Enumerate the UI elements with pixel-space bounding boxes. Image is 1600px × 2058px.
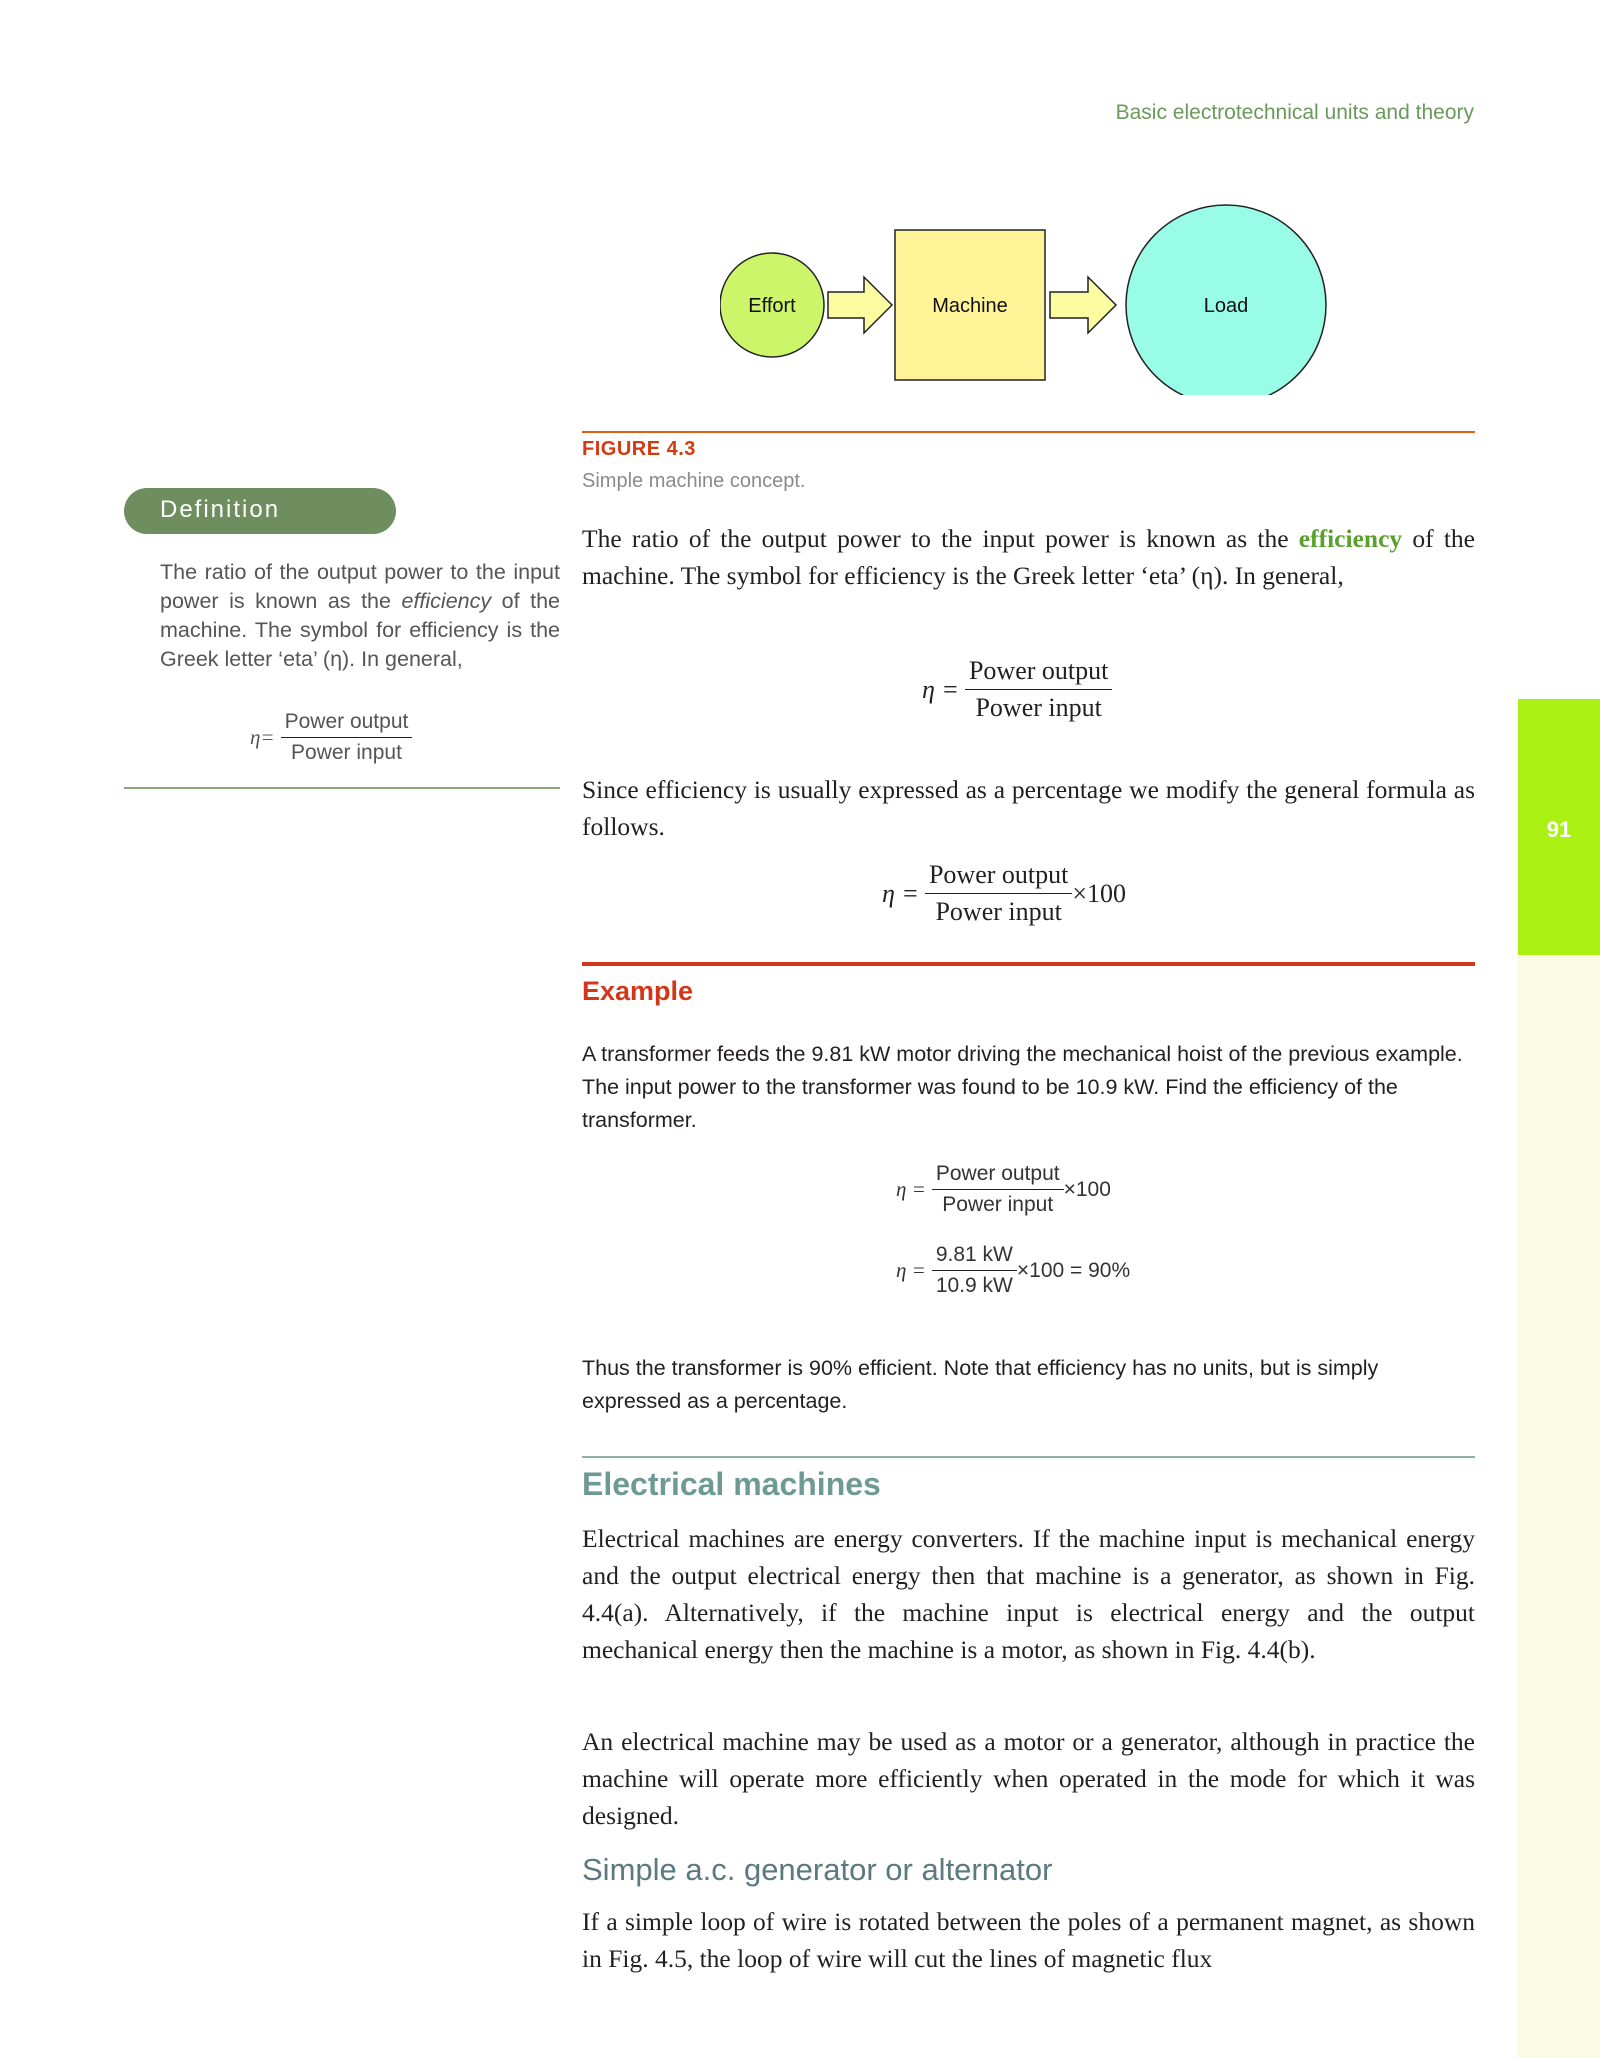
denominator: Power input <box>942 1193 1054 1216</box>
example-rule <box>582 962 1475 966</box>
denominator: Power input <box>975 693 1102 722</box>
arrow-machine-to-load <box>1050 277 1116 333</box>
load-label: Load <box>1203 295 1249 317</box>
efficiency-term: efficiency <box>1298 524 1403 553</box>
fraction <box>925 860 1072 927</box>
definition-formula <box>250 710 412 765</box>
figure-caption: Simple machine concept. <box>582 470 806 492</box>
machine-label: Machine <box>932 295 1008 317</box>
example-heading: Example <box>582 976 694 1006</box>
arrow-effort-to-machine <box>828 277 892 333</box>
example-text: A transformer feeds the 9.81 kW motor driving the mechanical hoist of the previous example. The input power to the transformer was found to be 10.9 kW. Find the efficiency of the transformer. <box>582 1042 1463 1132</box>
sidebar-rule <box>124 787 560 789</box>
example-conclusion: Thus the transformer is 90% efficient. Note that efficiency has no units, but is simply expressed as a percentage. <box>582 1356 1379 1413</box>
numerator: Power output <box>932 1162 1064 1190</box>
numerator: 9.81 kW <box>932 1243 1017 1271</box>
multiplier: ×100 <box>1072 878 1127 908</box>
denominator: Power input <box>935 897 1062 926</box>
eta-symbol: η = <box>896 1177 926 1201</box>
numerator: Power output <box>281 710 413 738</box>
percent-paragraph: Since efficiency is usually expressed as a percentage we modify the general formula as follows. <box>582 775 1475 841</box>
machines-paragraph-2: An electrical machine may be used as a motor or a generator, although in practice the machine will operate more efficiently when operated in the mode for which it was designed. <box>582 1727 1475 1830</box>
denominator: 10.9 kW <box>935 1274 1013 1297</box>
fraction <box>932 1243 1017 1298</box>
eta-symbol: η = <box>922 674 959 704</box>
subsection-heading: Simple a.c. generator or alternator <box>582 1852 1053 1887</box>
machines-paragraph-1: Electrical machines are energy converters. If the machine input is mechanical energy and the output electrical energy then that machine is a generator, as shown in Fig. 4.4(a). Alternatively, if the machine input is electrical energy and the output mechanical energy then the machine is a motor, as shown in Fig. 4.4(b). <box>582 1524 1475 1664</box>
result: ×100 = 90% <box>1016 1258 1131 1282</box>
fraction <box>932 1162 1064 1217</box>
multiplier: ×100 <box>1063 1177 1111 1201</box>
fraction <box>281 710 413 765</box>
generator-paragraph: If a simple loop of wire is rotated between the poles of a permanent magnet, as shown in Fig. 4.5, the loop of wire will cut the lines of magnetic flux <box>582 1907 1475 1973</box>
intro-paragraph <box>582 520 1475 594</box>
example-equation-2 <box>896 1243 1130 1298</box>
page-number: 91 <box>1546 817 1572 842</box>
effort-label: Effort <box>748 295 796 317</box>
definition-title: Definition <box>160 496 281 523</box>
numerator: Power output <box>925 860 1072 894</box>
intro-text: of the machine. The symbol for efficiency is the Greek letter ‘eta’ (η). In general, <box>582 524 1475 590</box>
eta-symbol: η= <box>250 725 275 749</box>
section-heading: Electrical machines <box>582 1466 881 1502</box>
fraction <box>965 656 1112 723</box>
running-head: Basic electrotechnical units and theory <box>1115 101 1474 124</box>
figure-rule <box>582 431 1475 433</box>
numerator: Power output <box>965 656 1112 690</box>
eta-symbol: η = <box>896 1258 926 1282</box>
definition-text-part: of the machine. The symbol for efficiency is the Greek letter ‘eta’ (η). In general, <box>160 589 561 671</box>
intro-text: The ratio of the output power to the input power is known as the <box>582 524 1299 553</box>
figure-label: FIGURE 4.3 <box>582 438 696 460</box>
efficiency-equation <box>922 656 1112 723</box>
definition-term: efficiency <box>401 589 492 613</box>
simple-machine-diagram <box>720 195 1340 395</box>
definition-text <box>160 558 560 674</box>
denominator: Power input <box>291 741 402 764</box>
example-equation-1 <box>896 1162 1111 1217</box>
efficiency-percent-equation <box>882 860 1126 927</box>
definition-text-part: The ratio of the output power to the input power is known as the <box>160 560 560 613</box>
section-rule <box>582 1456 1475 1458</box>
eta-symbol: η = <box>882 878 919 908</box>
